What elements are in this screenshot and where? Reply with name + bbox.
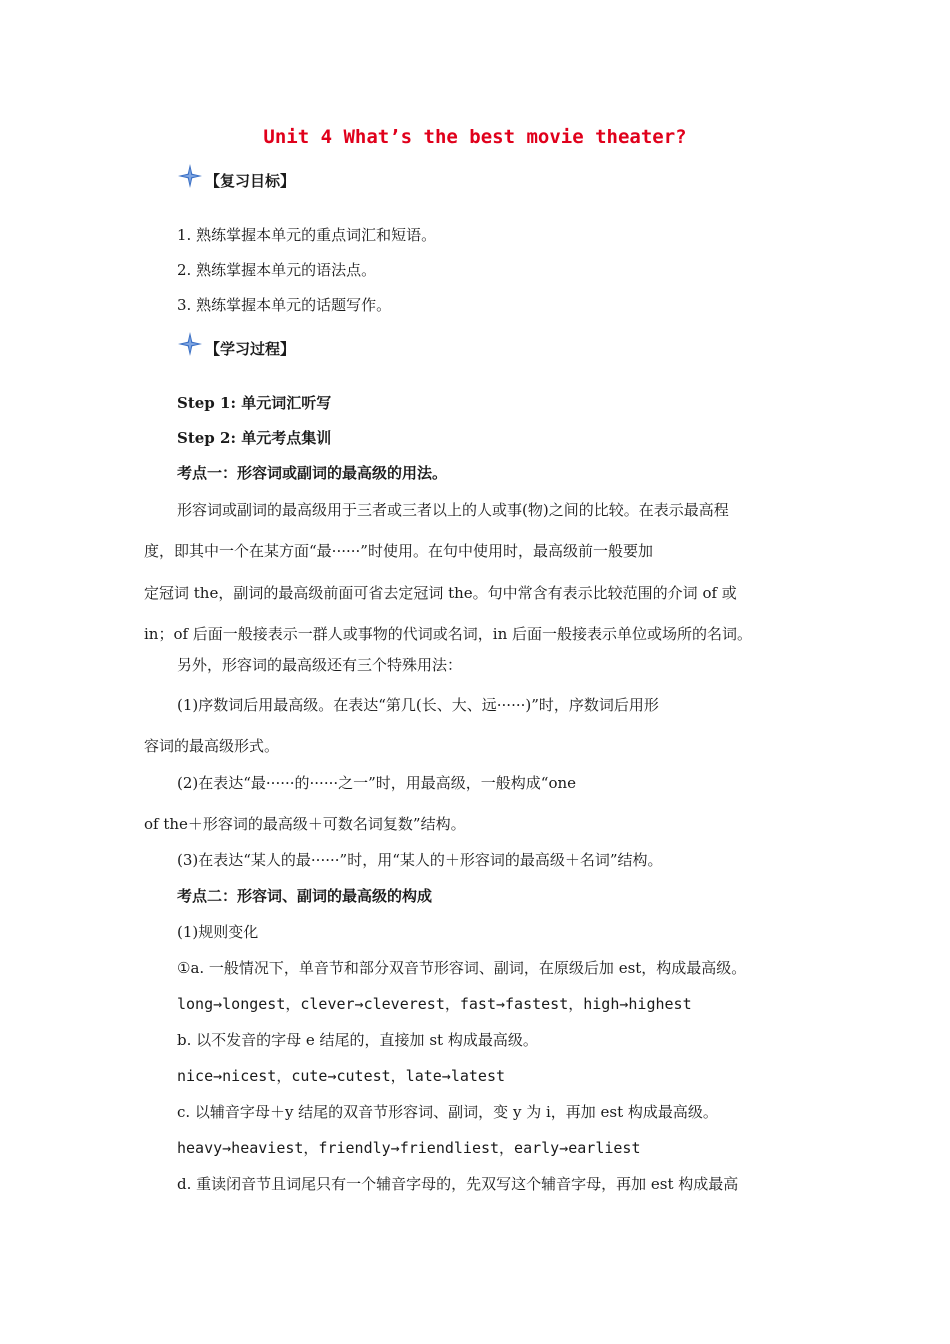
paragraph-line: 度，即其中一个在某方面“最······”时使用。在句中使用时，最高级前一般要加 bbox=[144, 542, 653, 560]
paragraph-line: 定冠词 the，副词的最高级前面可省去定冠词 the。句中常含有表示比较范围的介词 of 或 bbox=[144, 584, 737, 602]
paragraph-line: (3)在表达“某人的最······”时，用“某人的＋形容词的最高级＋名词”结构。 bbox=[177, 851, 663, 869]
four-point-star-icon bbox=[177, 163, 203, 189]
paragraph-line: ①a. 一般情况下，单音节和部分双音节形容词、副词，在原级后加 est，构成最高级。 bbox=[177, 959, 747, 977]
paragraph-line: (2)在表达“最······的······之一”时，用最高级，一般构成“one bbox=[177, 774, 577, 792]
example-line: long→longest，clever→cleverest，fast→fastest，high→highest bbox=[177, 995, 692, 1013]
four-point-star-icon bbox=[177, 331, 203, 357]
step-heading: Step 1: 单元词汇听写 bbox=[177, 394, 332, 412]
point-heading: 考点二：形容词、副词的最高级的构成 bbox=[177, 887, 433, 905]
paragraph-line: b. 以不发音的字母 e 结尾的，直接加 st 构成最高级。 bbox=[177, 1031, 538, 1049]
example-line: heavy→heaviest，friendly→friendliest，early→earliest bbox=[177, 1139, 641, 1157]
paragraph-line: 容词的最高级形式。 bbox=[144, 737, 280, 755]
paragraph-line: 形容词或副词的最高级用于三者或三者以上的人或事(物)之间的比较。在表示最高程 bbox=[177, 501, 729, 519]
section-heading-learning-process: 【学习过程】 bbox=[205, 340, 296, 358]
paragraph-line: d. 重读闭音节且词尾只有一个辅音字母的，先双写这个辅音字母，再加 est 构成最高 bbox=[177, 1175, 739, 1193]
step-heading: Step 2: 单元考点集训 bbox=[177, 429, 332, 447]
paragraph-line: in；of 后面一般接表示一群人或事物的代词或名词，in 后面一般接表示单位或场所的名词。 bbox=[144, 625, 753, 643]
paragraph-line: c. 以辅音字母＋y 结尾的双音节形容词、副词，变 y 为 i，再加 est 构成最高级。 bbox=[177, 1103, 718, 1121]
goal-item: 2. 熟练掌握本单元的语法点。 bbox=[177, 261, 377, 279]
example-line: nice→nicest，cute→cutest，late→latest bbox=[177, 1067, 506, 1085]
page-title: Unit 4 What’s the best movie theater? bbox=[263, 126, 687, 148]
section-heading-review-goals: 【复习目标】 bbox=[205, 172, 296, 190]
paragraph-line: of the＋形容词的最高级＋可数名词复数”结构。 bbox=[144, 815, 466, 833]
point-heading: 考点一：形容词或副词的最高级的用法。 bbox=[177, 464, 448, 482]
goal-item: 1. 熟练掌握本单元的重点词汇和短语。 bbox=[177, 226, 437, 244]
paragraph-line: (1)规则变化 bbox=[177, 923, 259, 941]
goal-item: 3. 熟练掌握本单元的话题写作。 bbox=[177, 296, 392, 314]
paragraph-line: (1)序数词后用最高级。在表达“第几(长、大、远······)”时，序数词后用形 bbox=[177, 696, 659, 714]
paragraph-line: 另外，形容词的最高级还有三个特殊用法： bbox=[177, 656, 463, 674]
